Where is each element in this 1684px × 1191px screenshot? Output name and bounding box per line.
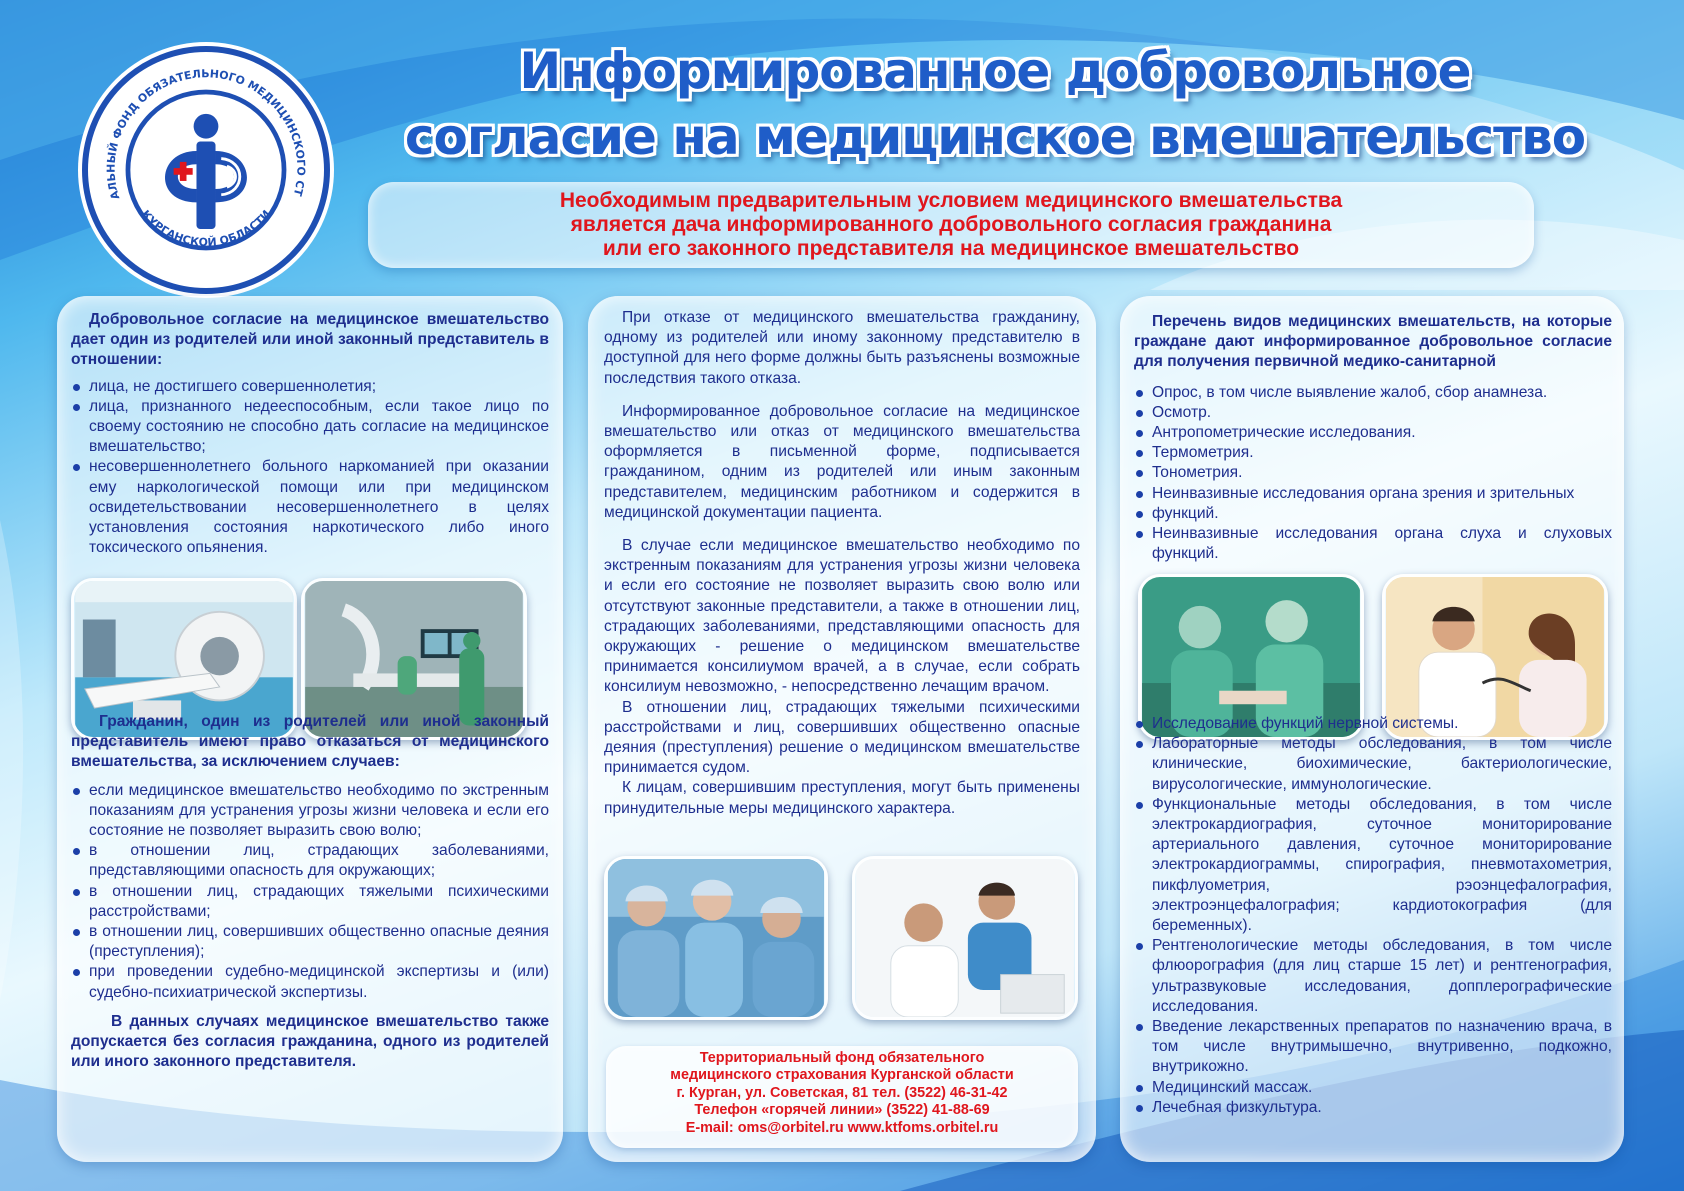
logo-ring-text: АЛЬНЫЙ ФОНД ОБЯЗАТЕЛЬНОГО МЕДИЦИНСКОГО СТ: [104, 67, 308, 202]
list-item: в отношении лиц, страдающих тяжелыми психическими расстройствами;: [71, 882, 549, 922]
written-form-paragraph: Информированное добровольное согласие на медицинское вмешательство или отказ от медицинского вмешательства оформляется в письменной форме, подписывается гражданином, одним из родителей или иным законным представителем, медицинским работником и содержится в медицинской документации пациента.: [604, 402, 1080, 521]
contact-line-2: медицинского страхования Курганской области: [670, 1067, 1014, 1084]
list-item: Введение лекарственных препаратов по назначению врача, в том числе внутримышечно, внутривенно, подкожно, внутрикожно.: [1134, 1017, 1612, 1078]
list-item: Рентгенологические методы обследования, в том числе флюорография (для лиц старше 15 лет) и рентгенография, ультразвуковые исследования, допплерографические исследования.: [1134, 936, 1612, 1017]
list-item: Неинвазивные исследования органа слуха и слуховых функций.: [1134, 524, 1612, 564]
list-item: Функциональные методы обследования, в том числе электрокардиография, суточное мониторирование артериального давления, суточное мониторирование электрокардиограммы, спирография, пневмотахометрия, пикфлуометрия, рэоэнцефалография, электроэнцефалография; кардиотокография (для беременных).: [1134, 795, 1612, 936]
list-item: лица, признанного недееспособным, если такое лицо по своему состоянию не способно дать согласие на медицинское вмешательство;: [71, 397, 549, 458]
list-item: Исследование функций нервной системы.: [1134, 714, 1612, 734]
contact-email-web: E-mail: oms@orbitel.ru www.ktfoms.orbitel.ru: [685, 1119, 999, 1136]
emergency-paragraph: В случае если медицинское вмешательство необходимо по экстренным показаниям для устранения угрозы жизни человека и если его состояние не позволяет выразить свою волю или отсутствуют законные представители, а также в отношении лиц, страдающих заболеваниями, представляющими опасность для окружающих - решение о медицинском вмешательстве принимается консилиумом врачей, а в случае, если собрать консилиум невозможно, - непосредственно лечащим врачом.: [604, 537, 1080, 696]
surgeons-team-photo: [604, 856, 828, 1020]
list-item: Медицинский массаж.: [1134, 1078, 1612, 1098]
list-item: при проведении судебно-медицинской экспертизы и (или) судебно-психиатрической экспертизы.: [71, 962, 549, 1002]
procedures-heading: Перечень видов медицинских вмешательств, на которые граждане дают информированное добровольное согласие для получения первичной медико-санитарной: [1134, 313, 1612, 371]
list-item: Неинвазивные исследования органа зрения и зрительных: [1134, 484, 1612, 504]
list-item: Лабораторные методы обследования, в том числе клинические, биохимические, бактериологические, вирусологические, иммунологические.: [1134, 734, 1612, 795]
middle-column-panel: [588, 296, 1096, 1162]
title-line-2: согласие на медицинское вмешательство: [404, 108, 1586, 166]
consent-list: [71, 377, 549, 559]
list-item: Термометрия.: [1134, 443, 1612, 463]
title-line-1: Информированное добровольное: [519, 42, 1471, 100]
intro-banner: [368, 182, 1534, 268]
logo-bottom-text: КУРГАНСКОЙ ОБЛАСТИ: [138, 207, 274, 250]
intro-line-3: или его законного представителя на медицинское вмешательство: [602, 237, 1300, 260]
right-column-panel: [1120, 296, 1624, 1162]
list-item: Антропометрические исследования.: [1134, 423, 1612, 443]
list-item: в отношении лиц, страдающих заболеваниями, представляющими опасность для окружающих;: [71, 841, 549, 881]
list-item: Лечебная физкультура.: [1134, 1098, 1612, 1118]
intro-line-1: Необходимым предварительным условием медицинского вмешательства: [559, 189, 1343, 212]
list-item: Опрос, в том числе выявление жалоб, сбор анамнеза.: [1134, 383, 1612, 403]
procedures-list-bottom: [1134, 714, 1612, 1118]
court-decision-paragraph: В отношении лиц, страдающих тяжелыми психическими расстройствами и лиц, совершивших общественно опасные деяния (преступления) решение о медицинском вмешательстве принимается судом.: [604, 698, 1080, 777]
list-item: если медицинское вмешательство необходимо по экстренным показаниям для устранения угрозы жизни человека и если его состояние не позволяет выразить свою волю;: [71, 781, 549, 842]
left-column-panel: [57, 296, 563, 1162]
contact-hotline: Телефон «горячей линии» (3522) 41-88-69: [694, 1102, 990, 1119]
doctors-with-laptop-photo: [852, 856, 1078, 1020]
list-item: в отношении лиц, совершивших общественно опасные деяния (преступления);: [71, 922, 549, 962]
exceptions-footer: В данных случаях медицинское вмешательство также допускается без согласия гражданина, одного из родителей или иного законного представителя.: [71, 1012, 549, 1071]
list-item: лица, не достигшего совершеннолетия;: [71, 377, 549, 397]
refusal-exceptions-list: [71, 781, 549, 1003]
contact-line-1: Территориальный фонд обязательного: [699, 1050, 985, 1066]
list-item: функций.: [1134, 504, 1612, 524]
list-item: несовершеннолетнего больного наркоманией при оказании ему наркологической помощи или при медицинском освидетельствовании несовершеннолетнего в целях установления состояния наркотического либо иного токсического опьянения.: [71, 457, 549, 558]
list-item: Тонометрия.: [1134, 463, 1612, 483]
procedures-list-top: [1134, 383, 1612, 565]
compulsory-measures-paragraph: К лицам, совершившим преступления, могут быть применены принудительные меры медицинского характера.: [604, 779, 1080, 817]
foms-logo: [82, 46, 330, 294]
contact-address: г. Курган, ул. Советская, 81 тел. (3522) 46-31-42: [676, 1084, 1008, 1101]
refusal-heading: Гражданин, один из родителей или иной законный представитель имеют право отказаться от медицинского вмешательства, за исключением случаев:: [71, 713, 549, 771]
list-item: Осмотр.: [1134, 403, 1612, 423]
poster-title: [360, 38, 1630, 170]
fund-contact-box: [606, 1046, 1078, 1148]
intro-line-2: является дача информированного добровольного согласия гражданина: [570, 213, 1332, 236]
consent-heading: Добровольное согласие на медицинское вмешательство дает один из родителей или иной законный представитель в отношении:: [71, 311, 549, 369]
refusal-consequences-paragraph: При отказе от медицинского вмешательства гражданину, одному из родителей или иному законному представителю в доступной для него форме должны быть разъяснены возможные последствия такого отказа.: [604, 309, 1080, 387]
